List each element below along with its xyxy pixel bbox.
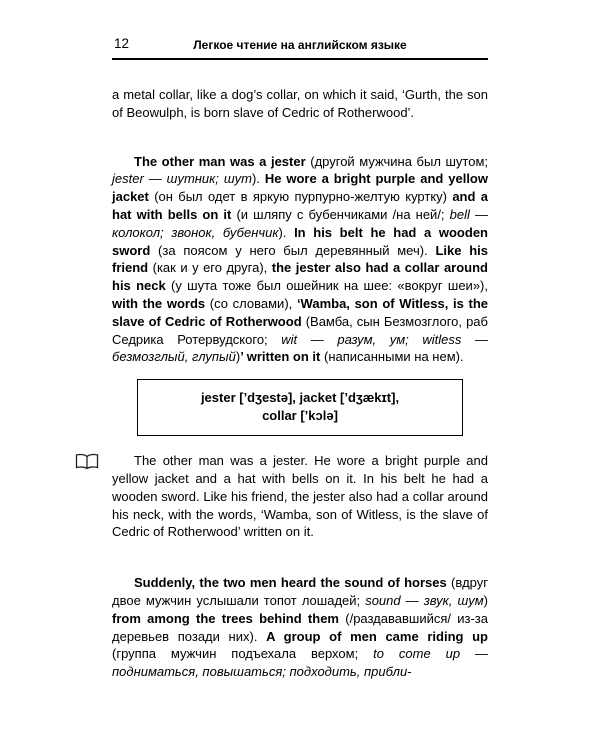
open-book-icon: [75, 453, 99, 470]
paragraph-glossed-2: Suddenly, the two men heard the sound of horses (вдруг двое мужчин услышали топот лошадей; sound — звук, шум) from among the trees behind them (/раздававшийся/ из-за деревьев позади них). A group of men came riding up (группа мужчин подъехала верхом; to come up — подниматься, повышаться; подходить, прибли-: [112, 575, 489, 680]
recap-section: [112, 452, 488, 541]
paragraph-glossed-1: The other man was a jester (другой мужчина был шутом; jester — шутник; шут). He wore a bright purple and yellow jacket (он был одет в яркую пурпурно-желтую куртку) and a hat with bells on it (и шляпу с бубенчиками /на ней/; bell — колокол; звонок, бубенчик). In his belt he had a wooden sword (за поясом у него был деревянный меч). Like his friend (как и у его друга), the jester also had a collar around his neck (у шута тоже был ошейник на шее: «вокруг шеи»), with the words (со словами), ‘Wamba, son of Witless, is the slave of Cedric of Rotherwood (Вамба, сын Безмозглого, раб Седрика Ротервудского; wit — разум, ум; witless — безмозглый, глупый)’ written on it (написанными на нем).: [112, 153, 488, 365]
running-title: Легкое чтение на английском языке: [193, 38, 407, 52]
transcription-line: jester [’dʒestə], jacket [’dʒækɪt],: [200, 390, 400, 406]
header-rule: [112, 58, 488, 60]
page-header: [112, 36, 488, 53]
page-number: 12: [114, 36, 130, 51]
transcription-box: [137, 379, 463, 436]
paragraph-continuation: a metal collar, like a dog’s collar, on which it said, ‘Gurth, the son of Beowulph, is born slave of Cedric of Rotherwood’.: [112, 87, 488, 120]
transcription-line: collar [’kɔlə]: [262, 408, 338, 424]
paragraph-recap: The other man was a jester. He wore a bright purple and yellow jacket and a hat with bells on it. In his belt he had a wooden sword. Like his friend, the jester also had a collar around his neck, with the words, ‘Wamba, son of Witless, is the slave of Cedric of Rotherwood’ written on it.: [112, 453, 488, 540]
